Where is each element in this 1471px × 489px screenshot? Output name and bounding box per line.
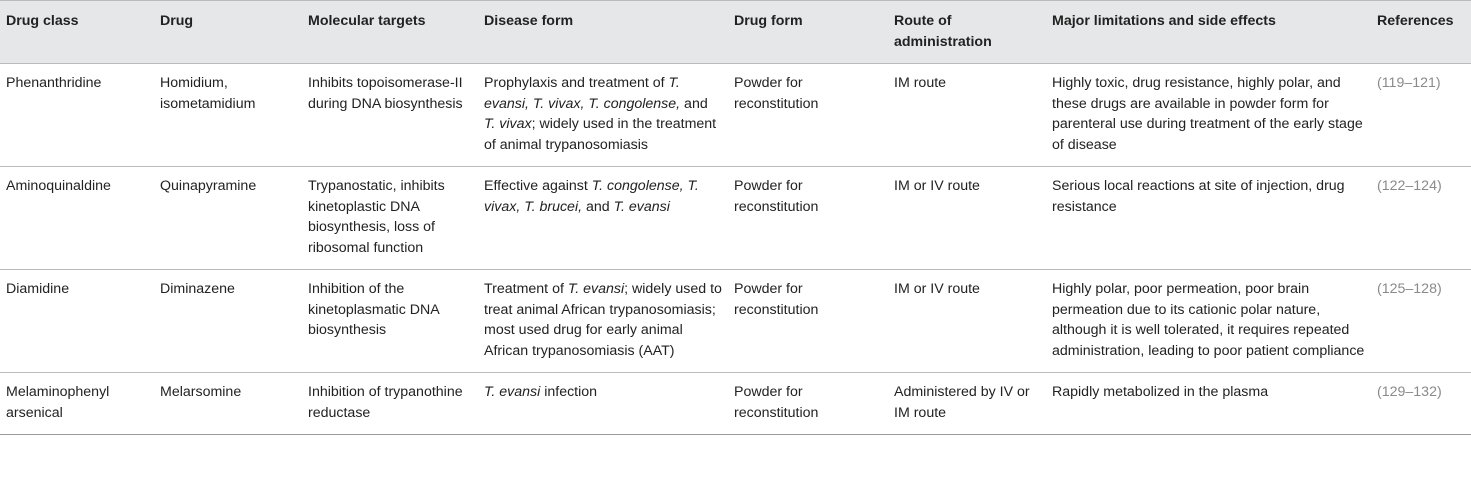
species-name: T. evansi bbox=[567, 281, 625, 297]
cell-disease-form bbox=[478, 373, 728, 435]
header-limitations: Major limitations and side effects bbox=[1046, 1, 1371, 64]
cell-limitations: Serious local reactions at site of injection, drug resistance bbox=[1046, 167, 1371, 270]
cell-drug-form: Powder for reconstitution bbox=[728, 270, 888, 373]
cell-drug: Quinapyramine bbox=[154, 167, 302, 270]
table-row bbox=[0, 64, 1471, 167]
cell-drug-class: Melaminophenyl arsenical bbox=[0, 373, 154, 435]
cell-drug-class: Phenanthridine bbox=[0, 64, 154, 167]
table-row bbox=[0, 270, 1471, 373]
text-segment: Treatment of bbox=[484, 281, 568, 297]
header-drug-form: Drug form bbox=[728, 1, 888, 64]
species-name: T. evansi, T. vivax, T. congolense, bbox=[484, 75, 681, 112]
cell-references[interactable]: (129–132) bbox=[1371, 373, 1471, 435]
cell-molecular-targets: Inhibits topoisomerase-II during DNA biosynthesis bbox=[302, 64, 478, 167]
cell-disease-form bbox=[478, 270, 728, 373]
cell-drug: Homidium, isometamidium bbox=[154, 64, 302, 167]
header-drug-class: Drug class bbox=[0, 1, 154, 64]
cell-route: IM or IV route bbox=[888, 270, 1046, 373]
text-segment: Effective against bbox=[484, 178, 592, 194]
text-segment: infection bbox=[540, 384, 598, 400]
header-disease-form: Disease form bbox=[478, 1, 728, 64]
cell-limitations: Highly toxic, drug resistance, highly polar, and these drugs are available in powder form for parenteral use during treatment of the early stage of disease bbox=[1046, 64, 1371, 167]
cell-references[interactable]: (122–124) bbox=[1371, 167, 1471, 270]
species-name: T. vivax bbox=[484, 116, 532, 132]
header-row bbox=[0, 1, 1471, 64]
table-row bbox=[0, 167, 1471, 270]
species-name: T. evansi bbox=[613, 198, 670, 215]
cell-disease-form bbox=[478, 64, 728, 167]
text-segment: and bbox=[680, 95, 708, 112]
table-row bbox=[0, 373, 1471, 435]
cell-drug-class: Aminoquinaldine bbox=[0, 167, 154, 270]
cell-route: IM or IV route bbox=[888, 167, 1046, 270]
cell-drug-form: Powder for reconstitution bbox=[728, 167, 888, 270]
cell-drug-form: Powder for reconstitution bbox=[728, 373, 888, 435]
header-drug: Drug bbox=[154, 1, 302, 64]
cell-route: IM route bbox=[888, 64, 1046, 167]
cell-molecular-targets: Inhibition of the kinetoplasmatic DNA biosynthesis bbox=[302, 270, 478, 373]
cell-route: Administered by IV or IM route bbox=[888, 373, 1046, 435]
header-route: Route of administration bbox=[888, 1, 1046, 64]
header-references: References bbox=[1371, 1, 1471, 64]
cell-disease-form bbox=[478, 167, 728, 270]
text-segment: ; widely used to treat animal African trypanosomiasis; most used drug for early animal African trypanosomiasis (AAT) bbox=[484, 281, 722, 359]
species-name: T. evansi bbox=[484, 384, 541, 400]
cell-drug: Melarsomine bbox=[154, 373, 302, 435]
cell-references[interactable]: (119–121) bbox=[1371, 64, 1471, 167]
cell-molecular-targets: Trypanostatic, inhibits kinetoplastic DNA biosynthesis, loss of ribosomal function bbox=[302, 167, 478, 270]
cell-limitations: Highly polar, poor permeation, poor brain permeation due to its cationic polar nature, although it is well tolerated, it requires repeated administration, leading to poor patient compliance bbox=[1046, 270, 1371, 373]
cell-limitations: Rapidly metabolized in the plasma bbox=[1046, 373, 1371, 435]
cell-drug: Diminazene bbox=[154, 270, 302, 373]
cell-references[interactable]: (125–128) bbox=[1371, 270, 1471, 373]
text-segment: and bbox=[582, 198, 614, 215]
cell-drug-class: Diamidine bbox=[0, 270, 154, 373]
cell-drug-form: Powder for reconstitution bbox=[728, 64, 888, 167]
header-molecular-targets: Molecular targets bbox=[302, 1, 478, 64]
cell-molecular-targets: Inhibition of trypanothine reductase bbox=[302, 373, 478, 435]
species-name: T. congolense, T. vivax, T. brucei, bbox=[484, 178, 699, 215]
text-segment: ; widely used in the treatment of animal trypanosomiasis bbox=[484, 116, 717, 153]
text-segment: Prophylaxis and treatment of bbox=[484, 75, 669, 91]
